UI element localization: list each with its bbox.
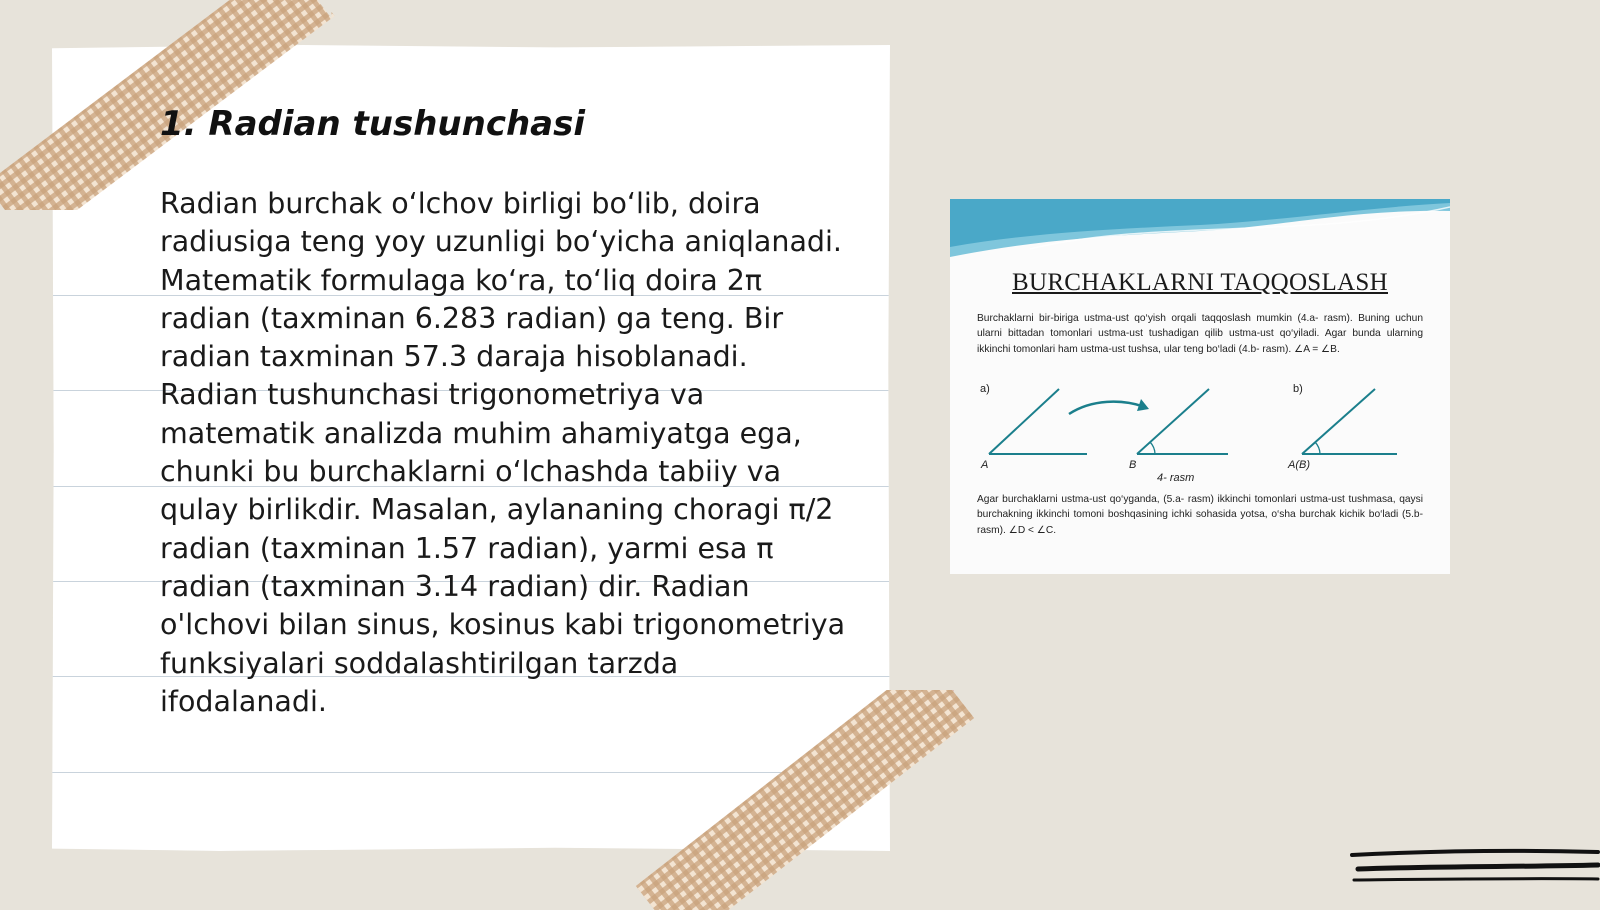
tape-bottom-right: [630, 690, 990, 910]
slide-title: 1. Radian tushunchasi: [160, 104, 586, 144]
figure-title: BURCHAKLARNI TAQQOSLASH: [1012, 269, 1388, 296]
wave-header-graphic: [950, 199, 1450, 259]
brush-strokes-decoration: [1350, 845, 1600, 900]
vertex-ab-label: A(B): [1288, 459, 1310, 471]
vertex-a-label: A: [981, 459, 989, 471]
figure-paragraph-1: Burchaklarni bir-biriga ustma-ust qo‘yish orqali taqqoslash mumkin (4.a- rasm). Buning uchun ularni bittadan tomonlari ustma-ust tushadigan qilib ustma-ust qo‘yiladi. Agar bunda ularning ikkinchi tomonlari ham ustma-ust tushsa, ular teng bo‘ladi (4.b- rasm). ∠A = ∠B.: [977, 313, 1423, 355]
label-a: a): [980, 383, 990, 395]
textbook-figure: [950, 199, 1450, 574]
move-arrow-icon: [1069, 402, 1145, 414]
vertex-b-label: B: [1129, 459, 1137, 471]
slide-body-text: Radian burchak o‘lchov birligi bo‘lib, doira radiusiga teng yoy uzunligi bo‘yicha aniqlanadi. Matematik formulaga ko‘ra, to‘liq doira 2π radian (taxminan 6.283 radian) ga teng. Bir radian taxminan 57.3 daraja hisoblanadi. Radian tushunchasi trigonometriya va matematik analizda muhim ahamiyatga ega, chunki bu burchaklarni o‘lchashda tabiiy va qulay birlikdir. Masalan, aylananing choragi π/2 radian (taxminan 1.57 radian), yarmi esa π radian (taxminan 3.14 radian) dir. Radian o'lchovi bilan sinus, kosinus kabi trigonometriya funksiyalari soddalashtirilgan tarzda ifodalanadi.: [160, 187, 846, 718]
label-b: b): [1293, 383, 1303, 395]
angle-comparison-diagram: [977, 377, 1423, 492]
figure-paragraph-2: Agar burchaklarni ustma-ust qo‘yganda, (5.a- rasm) ikkinchi tomonlari ustma-ust tushmasa, qaysi burchakning ikkinchi tomoni boshqasining ichki sohasida yotsa, o‘sha burchak kichik bo‘ladi (5.b- rasm). ∠D < ∠C.: [977, 494, 1423, 536]
figure-caption: 4- rasm: [1157, 472, 1195, 484]
